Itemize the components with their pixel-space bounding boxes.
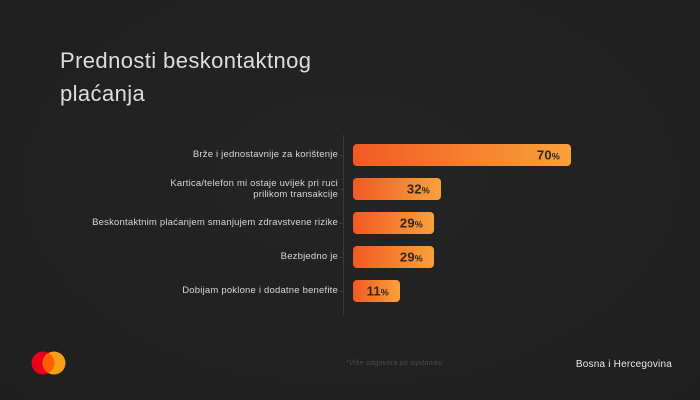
bar <box>353 280 400 302</box>
axis-line <box>343 135 344 315</box>
percent-sign: % <box>414 253 423 264</box>
chart-row <box>88 172 648 206</box>
axis-tick <box>339 257 343 258</box>
region-label: Bosna i Hercegovina <box>575 359 672 370</box>
percent-sign: % <box>551 151 560 162</box>
page-title-line1: Prednosti beskontaktnog <box>60 48 312 73</box>
footnote: *Više odgovora po ispitaniku <box>346 360 443 367</box>
percent-sign: % <box>380 287 389 298</box>
bar-track <box>353 280 400 302</box>
bar <box>353 246 434 268</box>
bar <box>353 144 571 166</box>
bar-track <box>353 246 434 268</box>
axis-tick <box>339 189 343 190</box>
percent-sign: % <box>414 219 423 230</box>
category-label: Beskontaktnim plaćanjem smanjujem zdravstvene rizike <box>92 217 338 229</box>
value-label: 29% <box>399 215 423 231</box>
value-label: 11% <box>366 283 389 299</box>
axis-tick <box>339 291 343 292</box>
axis-tick <box>339 155 343 156</box>
bar <box>353 212 434 234</box>
bar-track <box>353 178 441 200</box>
chart-row <box>88 206 648 240</box>
category-label: Brže i jednostavnije za korištenje <box>192 149 338 161</box>
category-label: Bezbjedno je <box>280 251 338 263</box>
bar <box>353 178 441 200</box>
page-title-line2: plaćanja <box>60 81 146 106</box>
value-label: 70% <box>536 147 560 163</box>
chart-rows <box>88 138 648 308</box>
chart-row <box>88 138 648 172</box>
bar-chart <box>88 138 648 308</box>
chart-row <box>88 240 648 274</box>
bar-track <box>353 212 434 234</box>
value-label: 32% <box>406 181 430 197</box>
value-label: 29% <box>399 249 423 265</box>
category-label: Kartica/telefon mi ostaje uvijek pri ruci prilikom transakcije <box>170 177 338 200</box>
percent-sign: % <box>421 185 430 196</box>
mastercard-logo <box>31 351 66 375</box>
bar-track <box>353 144 571 166</box>
chart-row <box>88 274 648 308</box>
axis-tick <box>339 223 343 224</box>
page-title <box>60 44 311 110</box>
category-label: Dobijam poklone i dodatne benefite <box>182 285 338 297</box>
